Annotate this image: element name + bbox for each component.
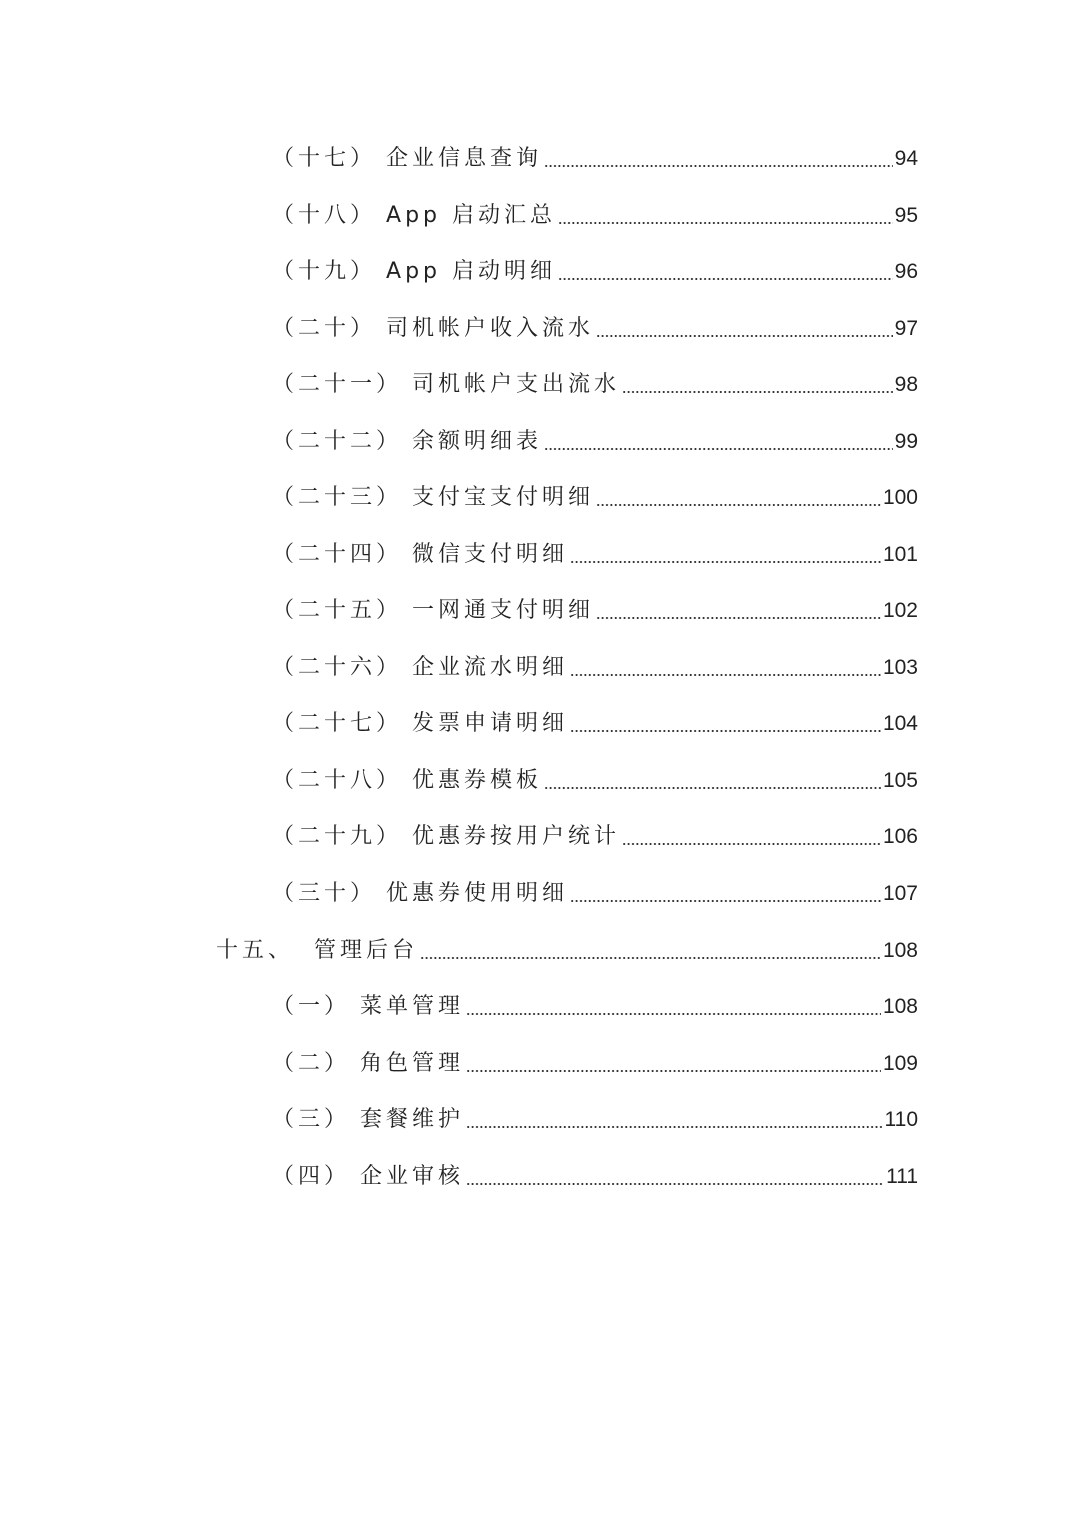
toc-dot-leader: [420, 957, 881, 959]
toc-entry[interactable]: [272, 583, 918, 639]
toc-entry-title: 司机帐户支出流水: [412, 372, 621, 397]
toc-dot-leader: [622, 391, 893, 393]
toc-entry-title: 发票申请明细: [412, 711, 569, 736]
toc-dot-leader: [596, 617, 881, 619]
toc-entry-title: App 启动明细: [386, 259, 556, 284]
toc-entry-title: 角色管理: [360, 1051, 465, 1076]
toc-entry-page: 105: [882, 769, 918, 792]
toc-entry-title: 微信支付明细: [412, 542, 569, 567]
toc-dot-leader: [570, 674, 881, 676]
toc-entry-page: 98: [894, 373, 918, 396]
toc-entry[interactable]: [272, 866, 918, 922]
toc-chapter-title: 管理后台: [314, 938, 419, 963]
toc-dot-leader: [466, 1013, 881, 1015]
toc-entry-page: 103: [882, 656, 918, 679]
toc-entry-number: （二十三）: [272, 485, 403, 510]
toc-dot-leader: [466, 1126, 882, 1128]
toc-entry-number: （二十五）: [272, 598, 403, 623]
toc-entry-page: 109: [882, 1052, 918, 1075]
toc-entry-page: 94: [894, 147, 918, 170]
toc-entry-page: 110: [884, 1108, 918, 1131]
toc-dot-leader: [622, 843, 881, 845]
toc-entry[interactable]: [272, 131, 918, 187]
toc-entry[interactable]: [272, 470, 918, 526]
toc-entry-title: 企业流水明细: [412, 655, 569, 680]
toc-entry-page: 104: [882, 712, 918, 735]
toc-entry-number: （二十六）: [272, 655, 403, 680]
toc-entry-title: 套餐维护: [360, 1107, 465, 1132]
toc-dot-leader: [466, 1183, 884, 1185]
toc-entry[interactable]: [272, 244, 918, 300]
toc-entry-page: 106: [882, 825, 918, 848]
toc-entry-number: （二十一）: [272, 372, 403, 397]
toc-entry-number: （十九）: [272, 259, 377, 284]
toc-entry-page: 111: [886, 1165, 918, 1188]
toc-entry-page: 95: [894, 204, 918, 227]
toc-dot-leader: [558, 278, 893, 280]
toc-entry-page: 108: [882, 995, 918, 1018]
toc-dot-leader: [544, 448, 893, 450]
toc-entry-number: （二十七）: [272, 711, 403, 736]
toc-dot-leader: [570, 900, 881, 902]
toc-entry-page: 100: [882, 486, 918, 509]
toc-entry[interactable]: [272, 979, 918, 1035]
toc-entry-title: 优惠券使用明细: [386, 881, 569, 906]
toc-entry-title: 企业审核: [360, 1164, 465, 1189]
toc-entry-title: 菜单管理: [360, 994, 465, 1019]
toc-entry[interactable]: [272, 809, 918, 865]
toc-entry-page: 102: [882, 599, 918, 622]
toc-entry-page: 101: [882, 543, 918, 566]
toc-entry-number: （二十八）: [272, 768, 403, 793]
toc-entry-number: （二十四）: [272, 542, 403, 567]
toc-entry[interactable]: [272, 414, 918, 470]
toc-entry-page: 107: [882, 882, 918, 905]
toc-entry[interactable]: [272, 188, 918, 244]
toc-entry-number: （二十九）: [272, 824, 403, 849]
toc-entry-title: 支付宝支付明细: [412, 485, 595, 510]
toc-dot-leader: [558, 222, 893, 224]
toc-entry-title: 一网通支付明细: [412, 598, 595, 623]
toc-entry[interactable]: [272, 1036, 918, 1092]
toc-entry-title: 优惠券按用户统计: [412, 824, 621, 849]
toc-entry[interactable]: [272, 301, 918, 357]
toc-entry[interactable]: [272, 527, 918, 583]
toc-dot-leader: [570, 730, 881, 732]
toc-chapter-entry[interactable]: [216, 923, 918, 979]
toc-entry-title: 余额明细表: [412, 429, 543, 454]
toc-entry[interactable]: [272, 640, 918, 696]
toc-entry-number: （十七）: [272, 146, 377, 171]
toc-entry-title: 司机帐户收入流水: [386, 316, 595, 341]
toc-entry-title: App 启动汇总: [386, 203, 556, 228]
toc-entry-title: 优惠券模板: [412, 768, 543, 793]
toc-dot-leader: [596, 504, 881, 506]
toc-dot-leader: [544, 165, 893, 167]
toc-entry[interactable]: [272, 357, 918, 413]
toc-entry-number: （二）: [272, 1051, 351, 1076]
toc-dot-leader: [596, 335, 893, 337]
toc-entry-number: （三十）: [272, 881, 377, 906]
toc-entry[interactable]: [272, 753, 918, 809]
toc-chapter-number: 十五、: [216, 938, 295, 963]
toc-entry-title: 企业信息查询: [386, 146, 543, 171]
toc-dot-leader: [570, 561, 881, 563]
toc-dot-leader: [466, 1070, 881, 1072]
toc-entry-number: （二十）: [272, 316, 377, 341]
toc-entry-number: （十八）: [272, 203, 377, 228]
toc-entry-page: 108: [882, 939, 918, 962]
toc-entry-number: （三）: [272, 1107, 351, 1132]
toc-entry-page: 96: [894, 260, 918, 283]
toc-entry-page: 97: [894, 317, 918, 340]
toc-entry[interactable]: [272, 1149, 918, 1205]
toc-entry-number: （二十二）: [272, 429, 403, 454]
toc-dot-leader: [544, 787, 881, 789]
toc-entry-page: 99: [894, 430, 918, 453]
toc-entry[interactable]: [272, 1092, 918, 1148]
toc-entry-number: （四）: [272, 1164, 351, 1189]
toc-entry-number: （一）: [272, 994, 351, 1019]
toc-entry[interactable]: [272, 696, 918, 752]
